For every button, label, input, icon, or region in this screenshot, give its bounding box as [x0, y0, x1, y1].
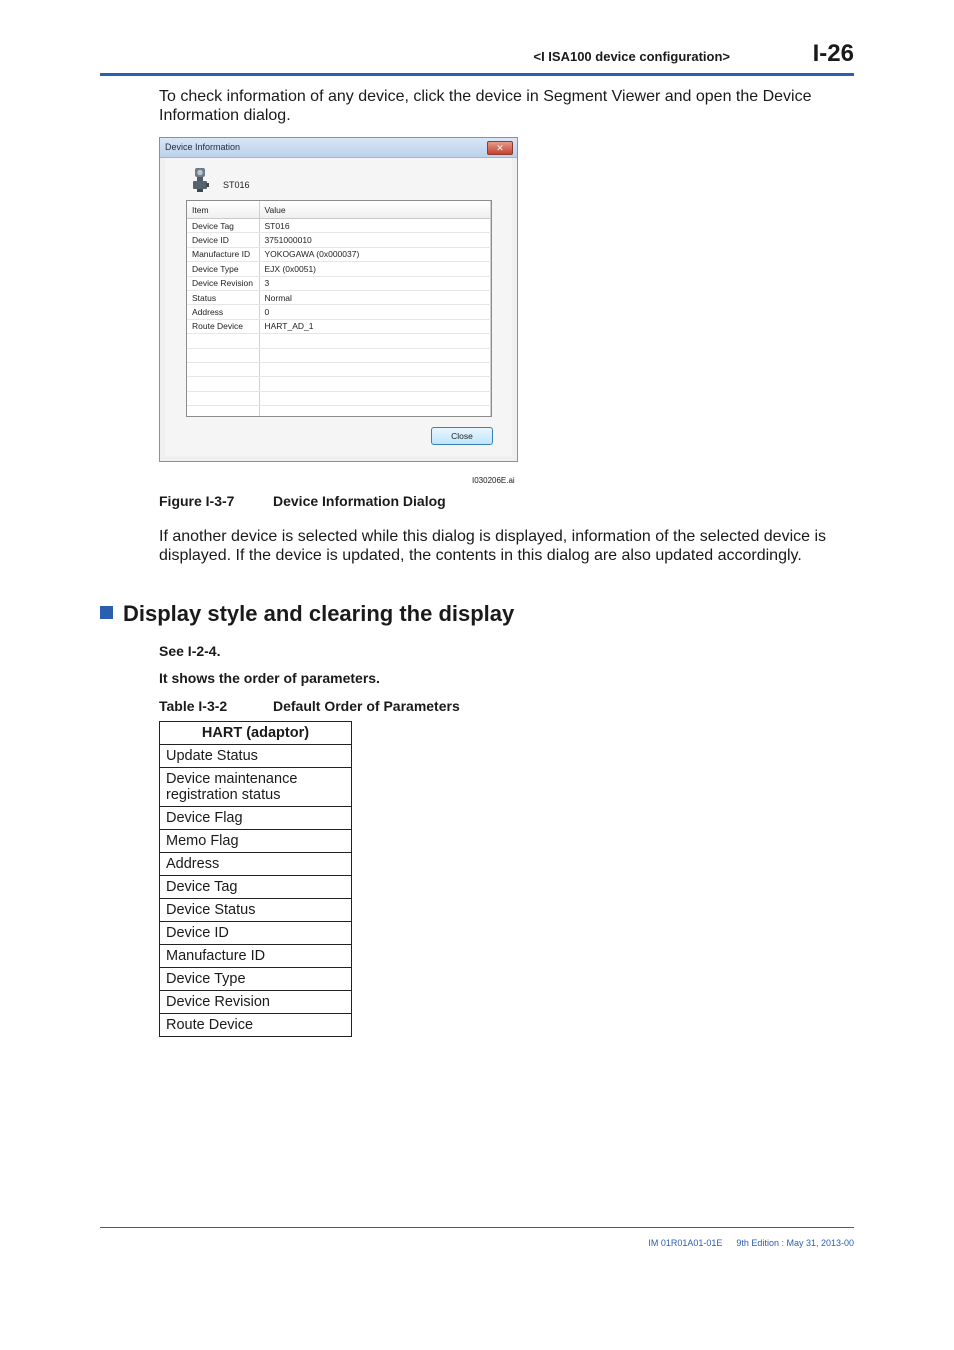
- table-title: Default Order of Parameters: [273, 698, 460, 714]
- device-information-dialog: [159, 137, 518, 462]
- grid-row[interactable]: [187, 319, 491, 333]
- item-cell: Device ID: [187, 233, 259, 247]
- figure-caption: [159, 493, 446, 509]
- table-row: Device Flag: [160, 807, 352, 830]
- value-cell: Normal: [259, 290, 491, 304]
- item-cell: Device Revision: [187, 276, 259, 290]
- grid-empty-row: [187, 391, 491, 405]
- grid-empty-row: [187, 362, 491, 376]
- intro-paragraph: To check information of any device, click the device in Segment Viewer and open the Device Information dialog.: [159, 88, 812, 124]
- grid-row[interactable]: [187, 305, 491, 319]
- figure-title: Device Information Dialog: [273, 493, 446, 509]
- table-number: Table I-3-2: [159, 698, 228, 714]
- grid-header-row: [187, 201, 491, 219]
- table-row: Address: [160, 853, 352, 876]
- value-cell: EJX (0x0051): [259, 262, 491, 276]
- table-row: Device ID: [160, 922, 352, 945]
- footer-rule: [100, 1227, 854, 1228]
- grid-row[interactable]: [187, 290, 491, 304]
- order-note: It shows the order of parameters.: [159, 670, 380, 686]
- header-section-title: <I ISA100 device configuration>: [533, 49, 730, 64]
- value-cell: 3: [259, 276, 491, 290]
- column-header-value[interactable]: Value: [259, 201, 491, 219]
- grid-row[interactable]: [187, 247, 491, 261]
- value-cell: 3751000010: [259, 233, 491, 247]
- dialog-titlebar: [160, 138, 517, 158]
- grid-empty-row: [187, 406, 491, 417]
- close-icon[interactable]: ✕: [487, 141, 513, 155]
- table-row: Device maintenance registration status: [160, 768, 352, 807]
- grid-row[interactable]: [187, 276, 491, 290]
- see-reference: See I-2-4.: [159, 643, 221, 659]
- table-row: Route Device: [160, 1014, 352, 1037]
- table-row: Device Status: [160, 899, 352, 922]
- table-row: Manufacture ID: [160, 945, 352, 968]
- table-row: Update Status: [160, 745, 352, 768]
- item-cell: Manufacture ID: [187, 247, 259, 261]
- table-caption: [159, 698, 460, 714]
- transmitter-icon: [192, 167, 210, 193]
- header-rule: [100, 73, 854, 76]
- image-id: I030206E.ai: [472, 476, 515, 485]
- section-title: Display style and clearing the display: [123, 601, 515, 626]
- close-button[interactable]: Close: [431, 427, 493, 445]
- device-info-grid: [186, 200, 492, 417]
- table-row: Device Tag: [160, 876, 352, 899]
- device-tag-label: ST016: [223, 180, 250, 190]
- table-header: HART (adaptor): [160, 722, 352, 745]
- item-cell: Status: [187, 290, 259, 304]
- item-cell: Address: [187, 305, 259, 319]
- dialog-body: [165, 158, 512, 456]
- value-cell: YOKOGAWA (0x000037): [259, 247, 491, 261]
- section-heading: [100, 601, 514, 627]
- table-row: Device Revision: [160, 991, 352, 1014]
- grid-empty-row: [187, 348, 491, 362]
- item-cell: Device Tag: [187, 219, 259, 233]
- page-number: I-26: [812, 40, 854, 67]
- table-row: Memo Flag: [160, 830, 352, 853]
- grid-row[interactable]: [187, 233, 491, 247]
- square-bullet-icon: [100, 606, 113, 619]
- value-cell: HART_AD_1: [259, 319, 491, 333]
- grid-row[interactable]: [187, 262, 491, 276]
- edition: 9th Edition : May 31, 2013-00: [736, 1238, 854, 1248]
- body-paragraph: If another device is selected while this dialog is displayed, information of the selected device is displayed. If the device is updated, the contents in this dialog are also updated accordingly.: [159, 528, 827, 564]
- column-header-item[interactable]: Item: [187, 201, 259, 219]
- dialog-title: Device Information: [165, 142, 241, 152]
- grid-row[interactable]: [187, 219, 491, 233]
- figure-number: Figure I-3-7: [159, 493, 235, 509]
- parameter-order-table: [159, 721, 352, 1037]
- footer: [648, 1238, 854, 1248]
- item-cell: Device Type: [187, 262, 259, 276]
- value-cell: 0: [259, 305, 491, 319]
- value-cell: ST016: [259, 219, 491, 233]
- grid-empty-row: [187, 334, 491, 348]
- grid-empty-row: [187, 377, 491, 391]
- table-row: Device Type: [160, 968, 352, 991]
- doc-id: IM 01R01A01-01E: [648, 1238, 723, 1248]
- item-cell: Route Device: [187, 319, 259, 333]
